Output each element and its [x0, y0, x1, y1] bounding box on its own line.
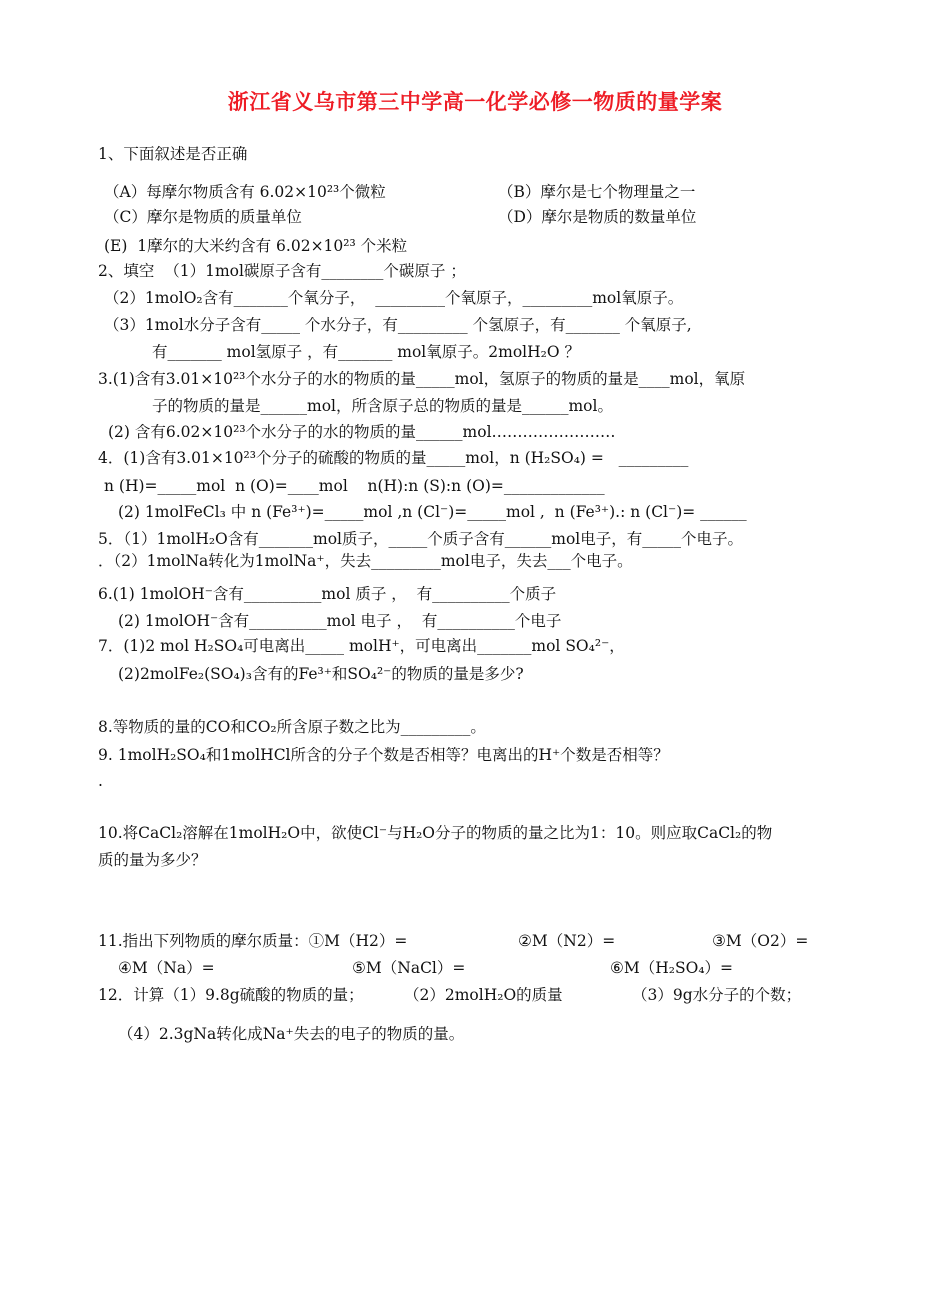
q2-line-3: （3）1mol水分子含有_____ 个水分子，有_________ 个氢原子，有_______ 个氧原子,	[104, 316, 692, 334]
q4-line-1: 4．(1)含有3.01×10²³个分子的硫酸的物质的量_____mol，n (H₂SO₄) = _________	[98, 449, 689, 467]
q1-option-b: （B）摩尔是七个物理量之一	[498, 183, 696, 201]
q12-part-2: （2）2molH₂O的质量	[404, 986, 563, 1004]
q4-line-2: n (H)=_____mol n (O)=____mol n(H):n (S):n (O)=_____________	[104, 477, 605, 495]
q6-line-1: 6.(1) 1molOH⁻含有__________mol 质子 ， 有__________个质子	[98, 585, 557, 603]
q2-line-4: 有_______ mol氢原子 ，有_______ mol氧原子。2molH₂O ？	[152, 343, 580, 361]
q1-option-c: （C）摩尔是物质的质量单位	[104, 208, 302, 226]
q2-line-2: （2）1molO₂含有_______个氧分子， _________个氧原子，_________mol氧原子。	[104, 289, 684, 307]
q12-part-1: 12．计算（1）9.8g硫酸的物质的量；	[98, 986, 364, 1004]
q3-line-2: 子的物质的量是______mol，所含原子总的物质的量是______mol。	[152, 397, 613, 415]
q2-line-1: 2、填空 （1）1mol碳原子含有________个碳原子 ；	[98, 262, 466, 280]
q3-line-3: (2) 含有6.02×10²³个水分子的水的物质的量______mol……………………	[108, 423, 616, 441]
question-1-heading: 1、下面叙述是否正确	[98, 145, 248, 163]
q6-line-2: (2) 1molOH⁻含有__________mol 电子 ， 有__________个电子	[118, 612, 562, 630]
q7-line-1: 7．(1)2 mol H₂SO₄可电离出_____ molH⁺，可电离出_______mol SO₄²⁻，	[98, 637, 625, 655]
q9-dot: .	[98, 772, 103, 790]
q5-line-2: ．（2）1molNa转化为1molNa⁺，失去_________mol电子，失去___个电子。	[98, 552, 633, 570]
q7-line-2: (2)2molFe₂(SO₄)₃含有的Fe³⁺和SO₄²⁻的物质的量是多少?	[118, 665, 524, 683]
q11-item-4: ④M（Na）=	[118, 959, 215, 977]
q1-option-e: (E) 1摩尔的大米约含有 6.02×10²³ 个米粒	[104, 237, 408, 255]
q9-line: 9. 1molH₂SO₄和1molHCl所含的分子个数是否相等？电离出的H⁺个数是否相等？	[98, 746, 669, 764]
q12-part-3: （3）9g水分子的个数；	[632, 986, 802, 1004]
q11-item-1: 11.指出下列物质的摩尔质量：①M（H2）=	[98, 932, 408, 950]
q8-line: 8.等物质的量的CO和CO₂所含原子数之比为_________。	[98, 718, 486, 736]
q10-line-2: 质的量为多少？	[98, 851, 207, 869]
q4-line-3: (2) 1molFeCl₃ 中 n (Fe³⁺)=_____mol ,n (Cl⁻)=_____mol , n (Fe³⁺).: n (Cl⁻)= ______	[118, 503, 747, 521]
q1-option-d: （D）摩尔是物质的数量单位	[498, 208, 697, 226]
q3-line-1: 3.(1)含有3.01×10²³个水分子的水的物质的量_____mol，氢原子的物质的量是____mol，氧原	[98, 370, 746, 388]
q5-line-1: 5．（1）1molH₂O含有_______mol质子，_____个质子含有______mol电子，有_____个电子。	[98, 530, 743, 548]
q12-part-4: （4）2.3gNa转化成Na⁺失去的电子的物质的量。	[118, 1025, 465, 1043]
q11-item-2: ②M（N2）=	[518, 932, 616, 950]
q11-item-5: ⑤M（NaCl）=	[352, 959, 466, 977]
q11-item-3: ③M（O2）=	[712, 932, 809, 950]
q1-option-a: （A）每摩尔物质含有 6.02×10²³个微粒	[104, 183, 386, 201]
q11-item-6: ⑥M（H₂SO₄）=	[610, 959, 734, 977]
q10-line-1: 10.将CaCl₂溶解在1molH₂O中，欲使Cl⁻与H₂O分子的物质的量之比为1：10。则应取CaCl₂的物	[98, 824, 773, 842]
page-title: 浙江省义乌市第三中学高一化学必修一物质的量学案	[227, 90, 723, 114]
